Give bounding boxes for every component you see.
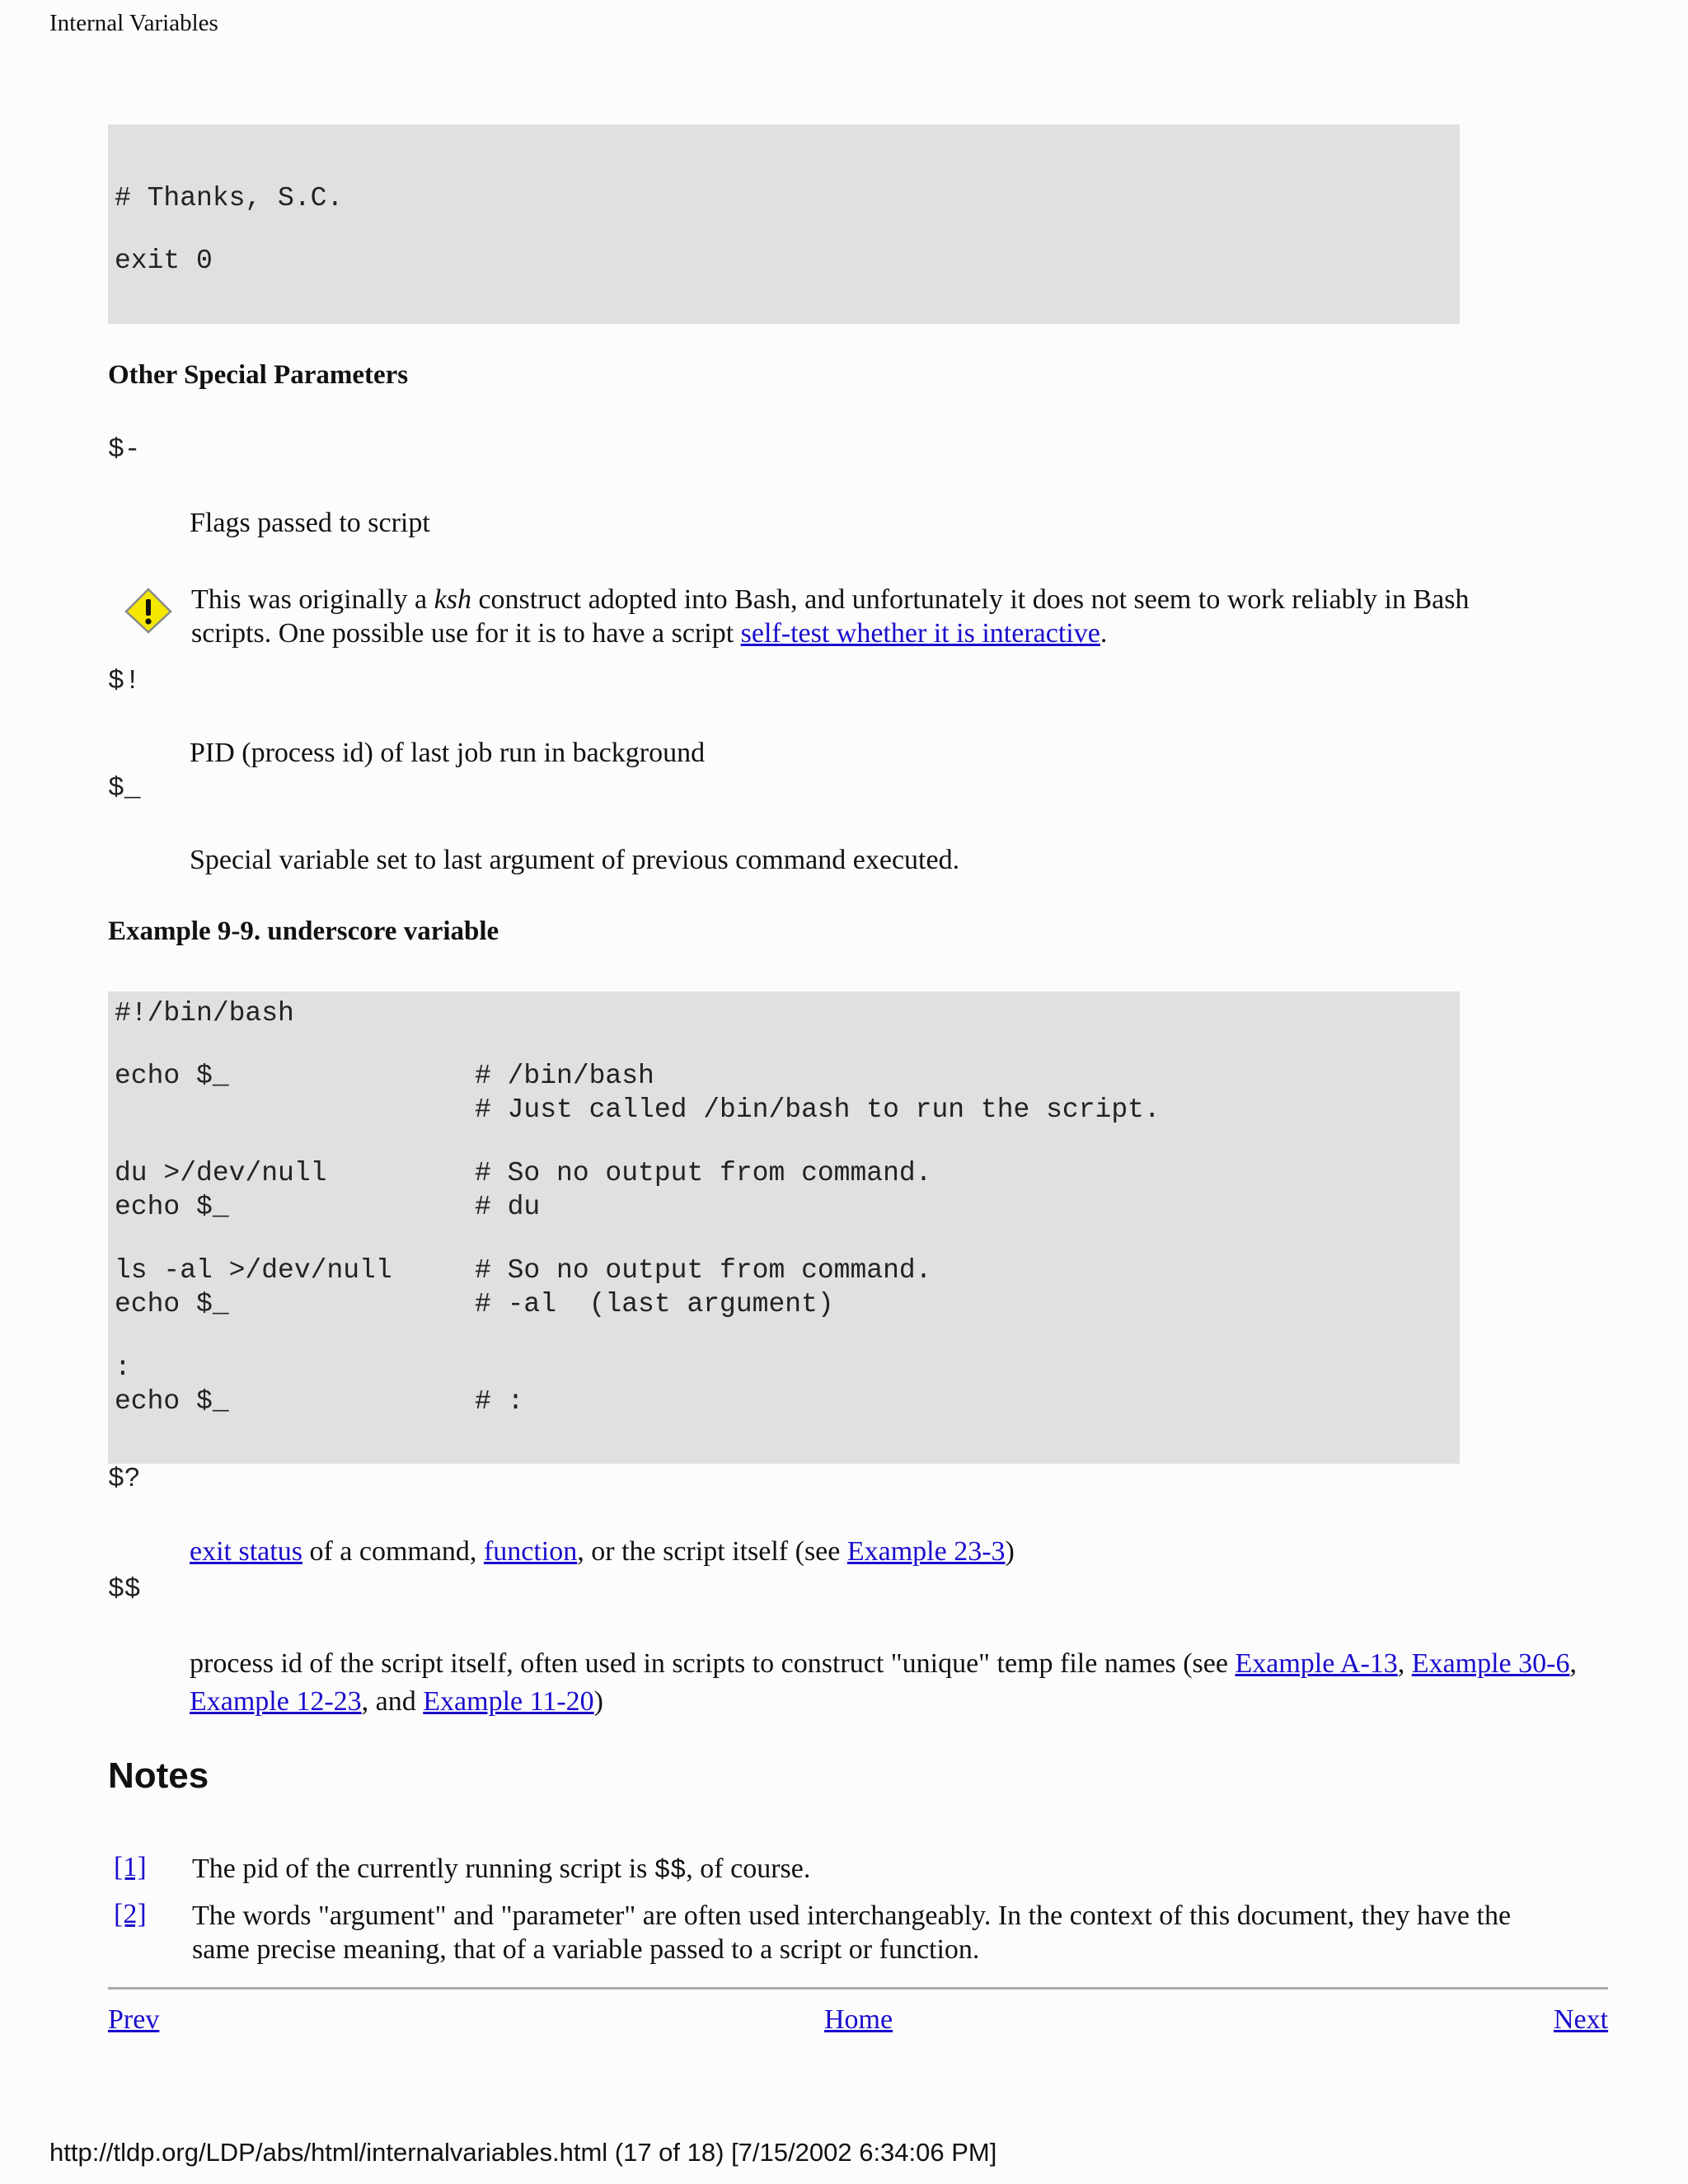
- code-line: echo $_: [115, 1386, 229, 1417]
- code-line: echo $_: [115, 1192, 229, 1222]
- variable-description-dollar-dash: Flags passed to script: [190, 508, 430, 538]
- footnote-text-2: The words "argument" and "parameter" are often used interchangeably. In the context of this document, they have the same precise meaning, that of a variable passed to a script or function.: [192, 1900, 1512, 1965]
- variable-name-dollar-bang: $!: [108, 666, 141, 696]
- code-block-example-9-9: [108, 991, 1460, 1464]
- code-comment: # :: [475, 1386, 524, 1417]
- code-line: # Thanks, S.C.: [115, 183, 344, 213]
- variable-name-dollar-dollar: $$: [108, 1574, 141, 1605]
- inline-code: $$: [654, 1855, 687, 1886]
- variable-name-dollar-question: $?: [108, 1464, 141, 1494]
- code-line: echo $_: [115, 1289, 229, 1319]
- code-line: exit 0: [115, 246, 213, 276]
- link-example-12-23[interactable]: Example 12-23: [190, 1686, 362, 1717]
- ksh-emphasis: ksh: [434, 584, 471, 615]
- notes-heading: Notes: [108, 1755, 209, 1796]
- warning-icon: [124, 587, 173, 635]
- code-comment: # So no output from command.: [475, 1158, 932, 1188]
- variable-description-dollar-dollar: process id of the script itself, often used in scripts to construct "unique" temp file names (see Example A-13, Example 30-6, Example 12-23, and Example 11-20): [190, 1648, 1577, 1717]
- variable-name-dollar-dash: $-: [108, 434, 141, 465]
- code-comment: # /bin/bash: [475, 1061, 654, 1091]
- code-line: :: [115, 1352, 131, 1383]
- code-line: du >/dev/null: [115, 1158, 327, 1188]
- link-exit-status[interactable]: exit status: [190, 1536, 302, 1567]
- variable-name-dollar-underscore: $_: [108, 773, 141, 804]
- example-title: Example 9-9. underscore variable: [108, 916, 499, 946]
- code-block-thanks: [108, 124, 1460, 324]
- footnote-link-1[interactable]: [1]: [114, 1852, 147, 1882]
- page-running-header: Internal Variables: [49, 10, 218, 36]
- page-footer-url: http://tldp.org/LDP/abs/html/internalvariables.html (17 of 18) [7/15/2002 6:34:06 PM]: [49, 2138, 997, 2167]
- variable-description-dollar-question: exit status of a command, function, or the script itself (see Example 23-3): [190, 1536, 1015, 1567]
- code-line: ls -al >/dev/null: [115, 1255, 392, 1286]
- section-heading-other-special-parameters: Other Special Parameters: [108, 360, 409, 390]
- warning-note-text: This was originally a ksh construct adopted into Bash, and unfortunately it does not seem to work reliably in Bash scripts. One possible use for it is to have a script self-test whether it is interactive.: [191, 584, 1470, 649]
- code-line: echo $_: [115, 1061, 229, 1091]
- code-comment: # Just called /bin/bash to run the script.: [475, 1094, 1160, 1125]
- nav-next-link[interactable]: Next: [1554, 2004, 1609, 2035]
- link-function[interactable]: function: [483, 1536, 578, 1567]
- link-example-a-13[interactable]: Example A-13: [1235, 1648, 1398, 1679]
- footnote-text-1: The pid of the currently running script is $$, of course.: [192, 1854, 811, 1886]
- link-example-30-6[interactable]: Example 30-6: [1411, 1648, 1570, 1679]
- navigation-divider: [108, 1987, 1608, 1990]
- code-comment: # du: [475, 1192, 541, 1222]
- link-example-23-3[interactable]: Example 23-3: [846, 1536, 1006, 1567]
- variable-description-dollar-bang: PID (process id) of last job run in background: [190, 738, 706, 768]
- variable-description-dollar-underscore: Special variable set to last argument of previous command executed.: [190, 845, 960, 875]
- nav-prev-link[interactable]: Prev: [108, 2004, 160, 2035]
- link-self-test-interactive[interactable]: self-test whether it is interactive: [740, 618, 1100, 649]
- code-comment: # -al (last argument): [475, 1289, 834, 1319]
- nav-home-link[interactable]: Home: [824, 2004, 893, 2035]
- code-comment: # So no output from command.: [475, 1255, 932, 1286]
- code-line: #!/bin/bash: [115, 998, 294, 1029]
- link-example-11-20[interactable]: Example 11-20: [423, 1686, 594, 1717]
- footnote-link-2[interactable]: [2]: [114, 1899, 147, 1929]
